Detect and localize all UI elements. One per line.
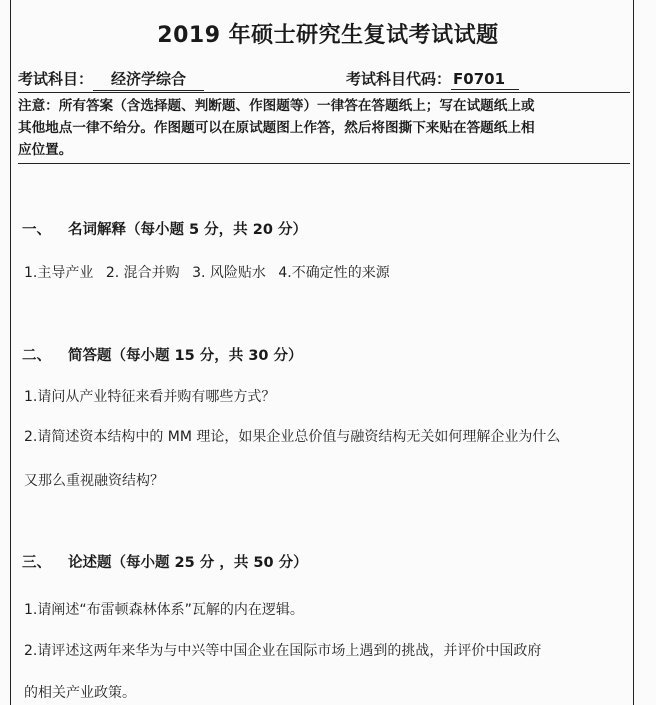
question-text: 1.请阐述“布雷顿森林体系”瓦解的内在逻辑。	[24, 602, 304, 618]
section-heading-text: 名词解释（每小题 5 分，共 20 分）	[68, 222, 307, 238]
notice-line: 注意：所有答案（含选择题、判断题、作图题等）一律答在答题纸上；写在试题纸上或	[18, 98, 535, 114]
section-heading	[22, 218, 307, 239]
notice-line: 其他地点一律不给分。作图题可以在原试题图上作答，然后将图撕下来贴在答题纸上相	[18, 120, 535, 136]
section-number: 二、	[22, 348, 51, 364]
subject-label: 考试科目：	[18, 70, 94, 88]
section-number: 三、	[22, 555, 51, 571]
term-item: 1.主导产业	[24, 265, 94, 281]
subject-field	[18, 68, 204, 91]
notice-block	[18, 92, 630, 164]
subject-code-field	[346, 68, 519, 90]
question-text: 2.请评述这两年来华为与中兴等中国企业在国际市场上遇到的挑战，并评价中国政府	[24, 643, 542, 659]
subject-value: 经济学综合	[93, 68, 204, 91]
term-item: 2. 混合并购	[105, 265, 180, 281]
section-heading-text: 论述题（每小题 25 分 ，共 50 分）	[68, 555, 308, 571]
question-text: 的相关产业政策。	[24, 685, 136, 701]
question-text: 2.请简述资本结构中的 MM 理论，如果企业总价值与融资结构无关如何理解企业为什么	[24, 429, 561, 445]
term-item: 3. 风险贴水	[192, 265, 266, 281]
subject-code-label: 考试科目代码：	[346, 70, 452, 88]
term-list	[24, 262, 398, 282]
question-text: 又那么重视融资结构？	[24, 473, 164, 489]
section-heading	[22, 344, 303, 365]
section-heading	[22, 551, 308, 572]
exam-title: 2019 年硕士研究生复试考试试题	[157, 23, 499, 48]
subject-code-value: F0701	[451, 70, 519, 90]
term-item: 4.不确定性的来源	[278, 265, 390, 281]
section-heading-text: 简答题（每小题 15 分，共 30 分）	[68, 348, 303, 364]
notice-line: 应位置。	[18, 142, 73, 158]
section-number: 一、	[22, 222, 51, 238]
question-text: 1.请问从产业特征来看并购有哪些方式？	[24, 389, 276, 405]
